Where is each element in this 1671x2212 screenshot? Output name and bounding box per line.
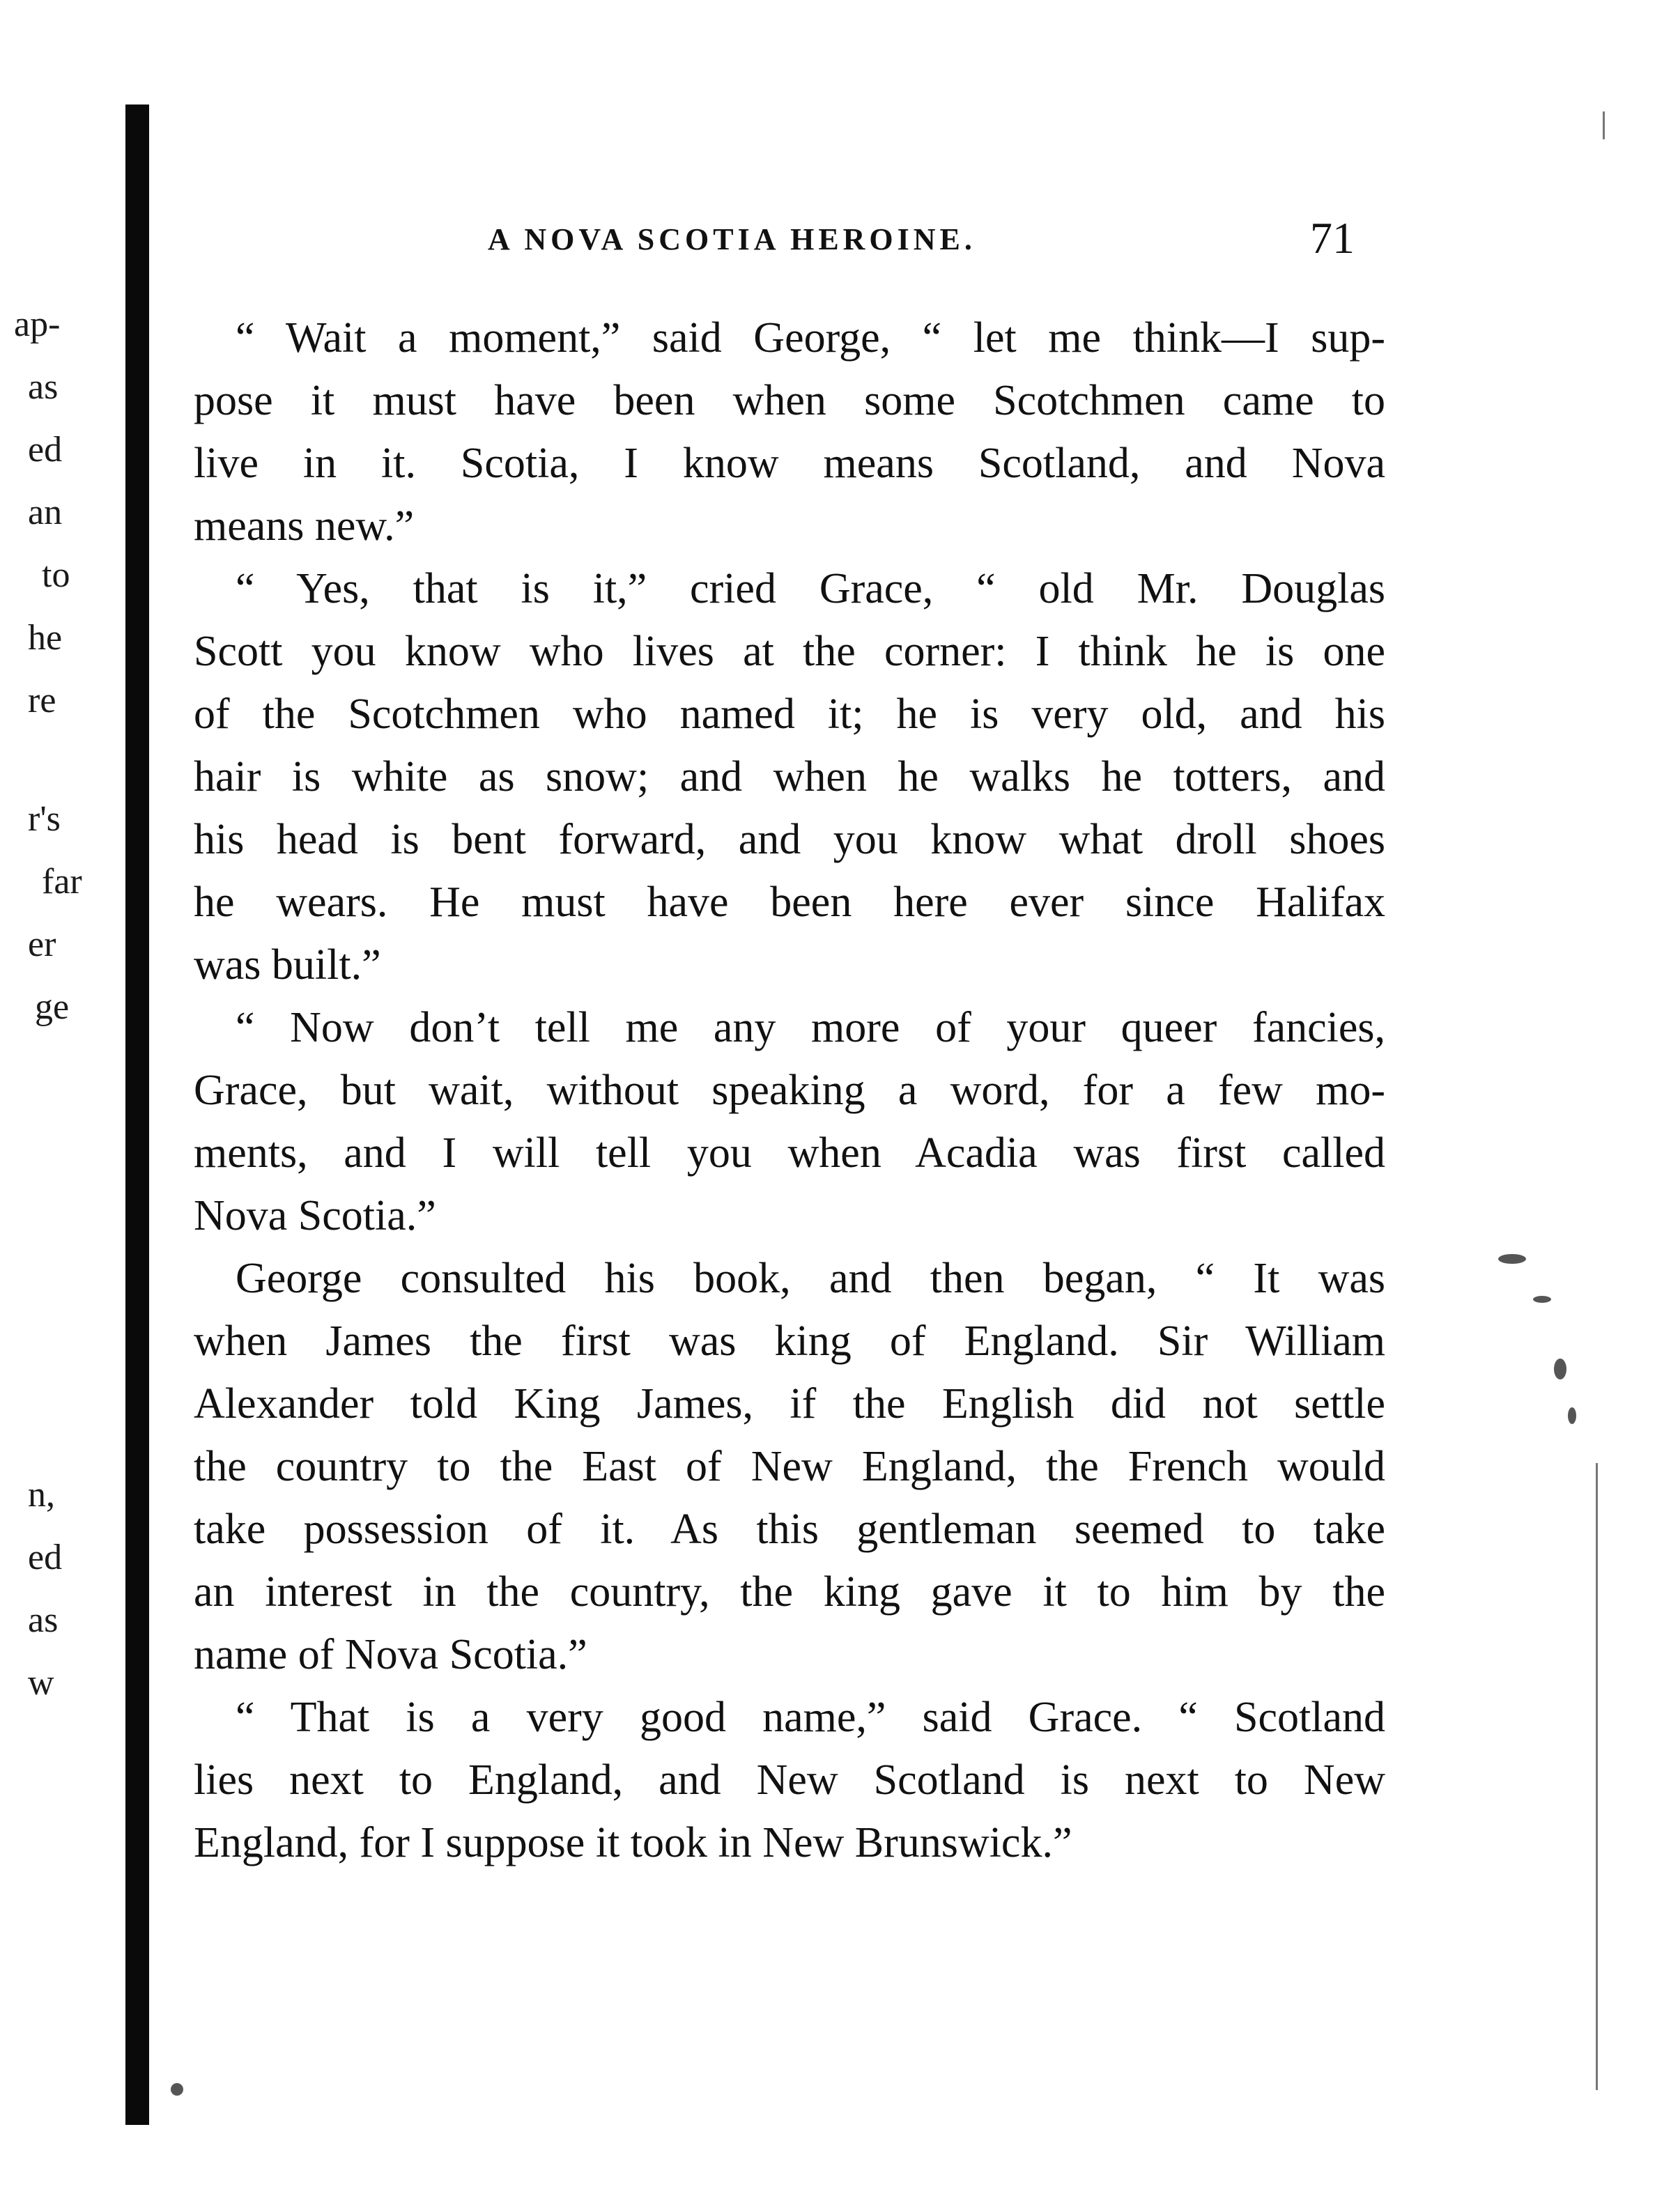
text-line: name of Nova Scotia.” <box>194 1631 587 1678</box>
text-line: Grace, but wait, without speaking a word, for a few mo- <box>194 1067 1385 1114</box>
text-line: pose it must have been when some Scotchmen came to <box>194 377 1385 424</box>
fragment-text: ap- <box>14 304 61 344</box>
text-line: he wears. He must have been here ever since Halifax <box>194 879 1385 926</box>
fragment-text: he <box>28 618 63 658</box>
fragment-text: ed <box>28 430 63 470</box>
fragment-text: far <box>42 862 82 902</box>
scan-scratch <box>1603 111 1605 139</box>
body-text <box>194 307 1385 1874</box>
fragment-text: er <box>28 925 56 964</box>
scan-scratch <box>1596 1463 1598 2090</box>
scan-speck <box>171 2083 183 2096</box>
binding-shadow <box>125 105 149 2125</box>
text-line: hair is white as snow; and when he walks he totters, and <box>194 753 1385 801</box>
text-line: ments, and I will tell you when Acadia was first called <box>194 1129 1385 1177</box>
fragment-text: ed <box>28 1538 63 1577</box>
text-line: when James the first was king of England. Sir William <box>194 1317 1385 1365</box>
text-line: the country to the East of New England, the French would <box>194 1443 1385 1490</box>
fragment-text: r's <box>28 799 61 839</box>
scan-speck <box>1498 1254 1526 1264</box>
text-line: England, for I suppose it took in New Brunswick.” <box>194 1819 1072 1866</box>
text-line: take possession of it. As this gentleman seemed to take <box>194 1506 1385 1553</box>
text-line: means new.” <box>194 502 415 550</box>
text-line: lies next to England, and New Scotland is next to New <box>194 1756 1385 1804</box>
text-line: Scott you know who lives at the corner: I think he is one <box>194 628 1385 675</box>
running-title: A NOVA SCOTIA HEROINE. <box>488 222 976 256</box>
text-line: “ Now don’t tell me any more of your queer fancies, <box>236 1004 1385 1051</box>
text-line: George consulted his book, and then began, “ It was <box>236 1255 1385 1302</box>
text-line: an interest in the country, the king gave it to him by the <box>194 1568 1385 1616</box>
scan-speck <box>1568 1407 1576 1424</box>
scan-speck <box>1533 1296 1551 1303</box>
text-line: Nova Scotia.” <box>194 1192 436 1239</box>
text-line: live in it. Scotia, I know means Scotland, and Nova <box>194 440 1385 487</box>
text-line: was built.” <box>194 941 381 989</box>
fragment-text: as <box>28 367 59 407</box>
text-line: Alexander told King James, if the English did not settle <box>194 1380 1385 1428</box>
fragment-text: ge <box>35 987 70 1027</box>
text-line: “ That is a very good name,” said Grace. “ Scotland <box>236 1694 1385 1741</box>
page-number: 71 <box>1310 213 1355 263</box>
fragment-text: an <box>28 493 63 532</box>
scan-speck <box>1554 1359 1566 1379</box>
text-line: of the Scotchmen who named it; he is very old, and his <box>194 690 1385 738</box>
fragment-text: to <box>42 555 70 595</box>
text-line: his head is bent forward, and you know what droll shoes <box>194 816 1385 863</box>
fragment-text: as <box>28 1600 59 1640</box>
text-line: “ Yes, that is it,” cried Grace, “ old Mr. Douglas <box>236 565 1385 612</box>
text-line: “ Wait a moment,” said George, “ let me think—I sup- <box>236 314 1385 362</box>
fragment-text: re <box>28 681 56 720</box>
fragment-text: w <box>28 1663 54 1703</box>
fragment-text: n, <box>28 1475 55 1515</box>
